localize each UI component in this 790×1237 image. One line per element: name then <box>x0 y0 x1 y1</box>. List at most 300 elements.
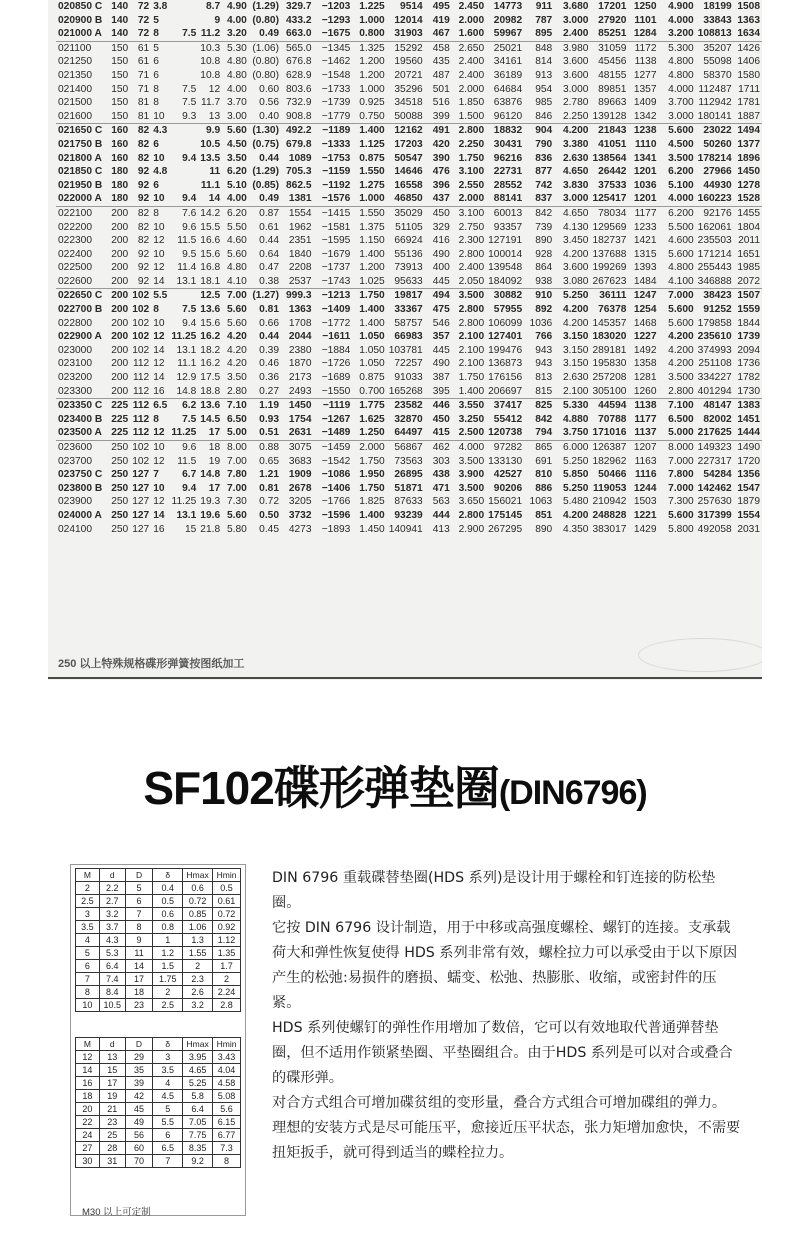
table-cell: 1870 <box>288 358 312 370</box>
table-cell: 112 <box>130 385 151 399</box>
table-cell: 1909 <box>288 469 312 481</box>
table-cell: (1.27) <box>252 290 279 302</box>
table-cell: 3.650 <box>458 496 485 508</box>
table-cell: −1333 <box>321 138 351 150</box>
table-cell: 1.000 <box>359 14 385 26</box>
table-cell: 34518 <box>394 97 423 109</box>
table-cell: 2.400 <box>458 262 485 274</box>
table-cell: 17201 <box>598 1 627 12</box>
table-cell: 2.400 <box>554 27 590 41</box>
table-cell: 1739 <box>737 331 760 343</box>
table-cell: 6.200 <box>668 207 694 219</box>
table-cell: 18 <box>208 442 221 453</box>
table-cell: 26442 <box>598 166 627 178</box>
table-cell: 200 <box>111 372 129 384</box>
product-description <box>272 866 742 1166</box>
table-cell: 022000 A <box>56 192 109 206</box>
table-cell: 250 <box>111 455 129 467</box>
table-row <box>56 330 762 344</box>
table-cell: 150 <box>111 83 129 95</box>
table-cell: 15 <box>99 1064 125 1077</box>
table-cell: 0.44 <box>259 331 279 343</box>
table-cell: 18832 <box>493 125 523 137</box>
table-cell: 11.5 <box>177 235 197 247</box>
table-cell: 248828 <box>592 509 627 521</box>
table-cell: 2678 <box>288 482 312 494</box>
table-cell: 22731 <box>493 166 523 178</box>
table-cell: 2493 <box>281 385 314 399</box>
table-cell: 5.600 <box>668 248 694 260</box>
table-cell: −1595 <box>321 235 351 247</box>
table-cell: 112 <box>132 413 150 425</box>
table-cell: 1720 <box>737 455 760 467</box>
table-cell: 8.4 <box>99 986 125 999</box>
table-cell: 19 <box>208 455 221 467</box>
table-cell: 3.680 <box>562 1 589 12</box>
table-row <box>76 1129 241 1142</box>
table-cell: 021600 <box>56 110 109 124</box>
table-cell: 3.2 <box>99 908 125 921</box>
table-cell: 235610 <box>697 331 732 343</box>
table-cell: 022100 <box>58 207 92 219</box>
table-cell: 7.00 <box>226 455 247 467</box>
table-cell: 7.80 <box>226 469 247 481</box>
table-cell: 1528 <box>734 192 762 206</box>
table-cell: 3.70 <box>226 97 247 109</box>
table-cell: 305100 <box>590 385 628 399</box>
table-cell: 1.200 <box>359 56 385 68</box>
table-cell: 803.6 <box>286 83 312 95</box>
table-cell: −1119 <box>322 400 351 412</box>
table-cell: 1.400 <box>452 385 486 399</box>
table-cell: 862.5 <box>286 179 312 191</box>
table-cell: 1429 <box>633 523 657 535</box>
table-cell: −1345 <box>321 42 351 54</box>
table-cell: 58757 <box>394 317 423 329</box>
table-cell: 787 <box>535 14 553 26</box>
table-cell: 140 <box>111 1 129 12</box>
table-cell: 3732 <box>288 509 312 521</box>
table-cell: 102 <box>132 344 150 356</box>
table-row <box>56 413 762 427</box>
table-cell: 267295 <box>488 523 523 535</box>
table-cell: 70 <box>125 1155 153 1168</box>
page-title <box>0 752 790 818</box>
table-cell: 4.000 <box>659 192 696 206</box>
table-cell: 195830 <box>592 358 627 370</box>
table-cell: 0.36 <box>259 372 279 384</box>
table-row <box>56 221 762 235</box>
table-row <box>56 455 762 469</box>
table-cell: 0.49 <box>249 192 281 206</box>
table-cell: 217625 <box>696 426 734 440</box>
table-cell: 4.00 <box>222 192 249 206</box>
column-header: Hmax <box>183 869 213 882</box>
table-cell: 1.250 <box>352 426 386 440</box>
table-cell: 31059 <box>598 42 627 54</box>
table-cell: 3.500 <box>458 482 485 494</box>
table-cell: 851 <box>535 509 553 521</box>
table-cell: 44930 <box>703 179 732 191</box>
table-cell: 56867 <box>394 442 423 453</box>
table-cell: 1315 <box>633 248 657 260</box>
table-cell: 12.5 <box>200 290 221 302</box>
table-cell: 2011 <box>738 235 760 247</box>
table-cell: 162061 <box>697 221 732 233</box>
table-cell: 1342 <box>628 110 658 124</box>
table-cell: 73913 <box>394 262 423 274</box>
table-cell: 491 <box>432 125 450 137</box>
table-row <box>76 1142 241 1155</box>
table-cell: 120738 <box>486 426 524 440</box>
table-cell: 383017 <box>592 523 627 535</box>
table-cell: 2.450 <box>458 1 485 12</box>
table-cell: −1462 <box>321 56 351 68</box>
table-cell: 19.6 <box>200 509 221 521</box>
table-cell: 72 <box>130 27 151 41</box>
table-cell: (0.80) <box>252 56 279 68</box>
table-cell: 814 <box>535 56 553 68</box>
table-cell: 1503 <box>633 496 657 508</box>
table-cell: −1267 <box>321 413 351 425</box>
table-cell: 4.200 <box>668 358 694 370</box>
table-row <box>76 1116 241 1129</box>
table-cell: 257208 <box>592 372 627 384</box>
table-cell: 0.5 <box>153 895 183 908</box>
table-cell: 2.3 <box>183 973 213 986</box>
table-cell: 21.8 <box>200 523 221 535</box>
table-cell: 1.050 <box>359 358 385 370</box>
table-cell: 72257 <box>394 358 423 370</box>
table-cell: 943 <box>535 344 553 356</box>
table-cell: 911 <box>535 1 553 12</box>
table-cell: 17 <box>198 426 222 440</box>
table-cell: 2.400 <box>458 56 485 68</box>
table-cell: 2.400 <box>458 69 485 81</box>
table-cell: 82 <box>137 207 150 219</box>
table-cell: 11.25 <box>169 426 198 440</box>
table-cell: 6 <box>153 69 159 81</box>
table-row <box>56 55 762 69</box>
table-cell: 14 <box>153 509 165 521</box>
table-cell: −1766 <box>321 496 351 508</box>
table-cell: 180141 <box>696 110 734 124</box>
table-cell: 127191 <box>488 235 523 247</box>
table-cell: 7.3 <box>213 1142 241 1155</box>
table-row <box>56 179 762 193</box>
table-cell: 21 <box>99 1103 125 1116</box>
table-cell: −1189 <box>322 125 351 137</box>
table-cell: 5.60 <box>226 125 247 137</box>
table-cell: 71 <box>137 69 150 81</box>
table-cell: 334227 <box>697 372 732 384</box>
table-cell: 140 <box>111 14 129 26</box>
table-cell <box>169 41 198 55</box>
table-cell: 0.50 <box>259 509 279 521</box>
table-cell: 1036 <box>633 179 657 191</box>
table-cell: 790 <box>535 138 553 150</box>
table-cell: −1753 <box>321 152 351 164</box>
table-cell: 0.8 <box>153 921 183 934</box>
table-cell: 27 <box>76 1142 100 1155</box>
table-cell: 12 <box>76 1051 100 1064</box>
table-cell: 39 <box>125 1077 153 1090</box>
table-cell: 126387 <box>592 442 627 453</box>
table-cell: 16 <box>151 385 169 399</box>
table-cell: 794 <box>524 426 554 440</box>
table-cell: 4 <box>76 934 100 947</box>
table-cell: 31 <box>99 1155 125 1168</box>
table-cell: 2.5 <box>76 895 100 908</box>
table-cell: 82002 <box>703 413 732 425</box>
table-cell: 28 <box>99 1142 125 1155</box>
table-cell: 1.550 <box>359 166 385 178</box>
table-cell: 024100 <box>58 523 92 535</box>
table-cell: 1110 <box>634 138 657 150</box>
table-cell: 12 <box>208 83 221 95</box>
table-cell: 3 <box>76 908 100 921</box>
table-cell: 2351 <box>288 235 312 247</box>
table-cell: 4.200 <box>562 304 589 316</box>
table-cell: 1221 <box>633 509 657 521</box>
table-cell: 023750 C <box>58 469 103 481</box>
table-cell: 76378 <box>598 304 627 316</box>
table-cell: 1254 <box>633 304 657 316</box>
table-cell: 3.5 <box>76 921 100 934</box>
table-cell: 0.81 <box>259 304 279 316</box>
table-cell: 2.5 <box>153 999 183 1012</box>
table-cell: 35 <box>125 1064 153 1077</box>
table-cell: 2 <box>76 882 100 895</box>
table-cell: 250 <box>111 523 129 535</box>
table-cell: 0.85 <box>183 908 213 921</box>
table-cell: 1.400 <box>359 125 385 137</box>
table-cell: 5.3 <box>99 947 125 960</box>
table-cell: 0.44 <box>259 152 279 164</box>
table-cell: 92 <box>130 192 151 206</box>
table-cell: 15292 <box>394 42 423 54</box>
table-cell: 4.80 <box>226 56 247 68</box>
table-cell <box>169 179 198 193</box>
table-cell: 3.150 <box>562 331 589 343</box>
table-cell: 8 <box>213 1155 241 1168</box>
table-cell: 139128 <box>590 110 628 124</box>
table-cell: 73563 <box>394 455 423 467</box>
table-cell: 13.5 <box>200 152 221 164</box>
table-cell: 6.15 <box>213 1116 241 1129</box>
table-cell: 103781 <box>388 344 423 356</box>
table-cell: 3.500 <box>668 152 694 164</box>
table-cell: 1.200 <box>359 69 385 81</box>
table-cell: −1581 <box>321 221 351 233</box>
table-cell: 7 <box>153 1155 183 1168</box>
table-cell: 2 <box>153 986 183 999</box>
table-cell: 3.700 <box>668 97 694 109</box>
table-cell: 836 <box>535 152 553 164</box>
table-cell: 50260 <box>703 138 732 150</box>
table-cell: 0.87 <box>259 207 279 219</box>
table-cell: 13 <box>99 1051 125 1064</box>
table-cell: 3.2 <box>183 999 213 1012</box>
table-cell: 10.5 <box>99 999 125 1012</box>
table-cell: 6 <box>153 56 159 68</box>
table-cell: 1.225 <box>359 1 385 12</box>
table-row <box>56 344 762 358</box>
table-cell: 444 <box>432 509 450 521</box>
table-cell: 3.380 <box>562 138 589 150</box>
table-cell: 200 <box>111 290 129 302</box>
table-cell: 7.4 <box>99 973 125 986</box>
table-cell: 1711 <box>738 83 760 95</box>
table-cell: 160 <box>111 138 129 150</box>
table-cell: 2.800 <box>458 317 485 329</box>
table-cell: 36111 <box>599 290 627 302</box>
table-row <box>76 973 241 986</box>
table-cell: 1.025 <box>352 275 386 289</box>
table-cell: 7.00 <box>226 482 247 494</box>
table-cell: 165268 <box>387 385 425 399</box>
table-row <box>56 371 762 385</box>
table-cell: 87633 <box>394 496 423 508</box>
table-cell: 3.20 <box>222 27 249 41</box>
table-cell: 17.5 <box>200 372 221 384</box>
table-cell: 8 <box>153 97 159 109</box>
table-cell: 26895 <box>394 469 423 481</box>
table-cell: 119053 <box>593 482 627 494</box>
table-cell: 1840 <box>288 248 312 260</box>
table-cell: 8.7 <box>205 1 221 12</box>
table-cell: 9514 <box>400 1 423 12</box>
table-cell: 10.8 <box>200 56 221 68</box>
table-cell: 19817 <box>394 290 423 302</box>
column-header: δ <box>153 869 183 882</box>
table-cell: 42527 <box>493 469 523 481</box>
table-cell: 2.300 <box>458 235 485 247</box>
table-cell: 1.600 <box>452 27 486 41</box>
table-cell: 7.000 <box>668 482 694 494</box>
table-cell: 2173 <box>288 372 312 384</box>
table-cell: 7.6 <box>182 207 197 219</box>
table-cell: 14 <box>153 372 165 384</box>
table-cell: 180 <box>109 192 130 206</box>
table-cell: 5.500 <box>668 221 694 233</box>
table-cell: 3.500 <box>668 372 694 384</box>
table-cell: 943 <box>535 358 553 370</box>
table-cell: 127 <box>132 496 150 508</box>
table-cell: 1.75 <box>153 973 183 986</box>
table-cell: 255443 <box>697 262 732 274</box>
table-cell: 458 <box>432 42 450 54</box>
table-cell: 1.7 <box>213 960 241 973</box>
table-cell: 12.9 <box>176 372 197 384</box>
title-standard: (DIN6796) <box>498 774 647 812</box>
table-cell: 395 <box>425 385 452 399</box>
table-cell: 435 <box>432 56 450 68</box>
table-cell: 2.750 <box>458 221 485 233</box>
table-cell: 92 <box>130 275 151 289</box>
table-cell: 1.2 <box>153 947 183 960</box>
table-cell: 4.000 <box>668 83 694 95</box>
table-cell: 4.600 <box>668 235 694 247</box>
table-cell: 5.250 <box>562 482 589 494</box>
table-cell: 490 <box>432 358 450 370</box>
table-cell: 160 <box>111 152 129 164</box>
table-row <box>56 152 762 166</box>
table-cell: 846 <box>524 110 554 124</box>
table-cell: 7.000 <box>668 455 694 467</box>
table-cell: 42 <box>125 1090 153 1103</box>
table-cell: 445 <box>425 275 452 289</box>
table-cell: 14646 <box>394 166 423 178</box>
table-cell: 11.1 <box>177 358 197 370</box>
table-cell: 66983 <box>394 331 423 343</box>
table-cell: 63876 <box>493 97 523 109</box>
table-cell: 6.7 <box>182 469 197 481</box>
table-cell: 877 <box>535 166 553 178</box>
table-cell: 1507 <box>737 290 760 302</box>
table-cell: 0.39 <box>259 344 279 356</box>
table-cell: 1358 <box>633 358 657 370</box>
table-cell: 022300 <box>58 235 92 247</box>
table-row <box>76 1155 241 1168</box>
table-cell: 7.5 <box>182 304 197 316</box>
table-cell: 2.800 <box>659 385 696 399</box>
table-cell: −1779 <box>314 110 353 124</box>
table-cell: 021850 C <box>58 166 103 178</box>
table-row <box>76 908 241 921</box>
table-cell: 679.8 <box>286 138 312 150</box>
table-cell: 3.5 <box>153 1064 183 1077</box>
table-cell: 81 <box>137 97 150 109</box>
table-cell: 4.60 <box>226 235 247 247</box>
table-cell: 0.6 <box>183 882 213 895</box>
table-cell: 180 <box>111 166 129 178</box>
table-cell: 4 <box>153 1077 183 1090</box>
table-cell: 329 <box>432 221 450 233</box>
table-cell: 2044 <box>288 331 312 343</box>
table-cell: 5.250 <box>562 455 589 467</box>
table-cell: 0.875 <box>359 152 385 164</box>
table-cell: 2.780 <box>562 97 589 109</box>
table-cell: 3205 <box>288 496 312 508</box>
table-cell: 1736 <box>737 358 760 370</box>
table-cell: 10 <box>151 110 169 124</box>
table-cell: 5.25 <box>183 1077 213 1090</box>
table-cell: 2.8 <box>213 999 241 1012</box>
table-cell: 9 <box>125 934 153 947</box>
column-header: δ <box>153 1038 183 1051</box>
title-main: SF102碟形弹垫圈 <box>143 762 499 814</box>
table-cell: 928 <box>535 248 553 260</box>
table-cell: 1278 <box>737 179 760 191</box>
table-cell: 2.800 <box>458 125 485 137</box>
table-cell: 200 <box>111 344 129 356</box>
table-cell: 140 <box>109 27 130 41</box>
table-cell: 1363 <box>737 14 760 26</box>
table-cell: 399 <box>425 110 452 124</box>
table-cell: 3.000 <box>659 110 696 124</box>
table-cell: 72 <box>137 1 150 12</box>
table-cell: 92 <box>137 262 150 274</box>
table-cell: 12 <box>153 455 165 467</box>
table-cell: 10.8 <box>200 69 221 81</box>
table-cell: 102 <box>132 317 150 329</box>
description-paragraph: HDS 系列使螺钉的弹性作用增加了数倍，它可以有效地取代普通弹替垫圈，但不适用作锁紧垫圈、平垫圈组合。由于HDS 系列是可以对合或叠合的碟形弹。 <box>272 1020 733 1086</box>
table-cell: 7.10 <box>226 400 247 412</box>
table-cell: 985 <box>535 97 553 109</box>
table-cell: 2.100 <box>458 358 485 370</box>
table-cell: 1.275 <box>359 179 385 191</box>
